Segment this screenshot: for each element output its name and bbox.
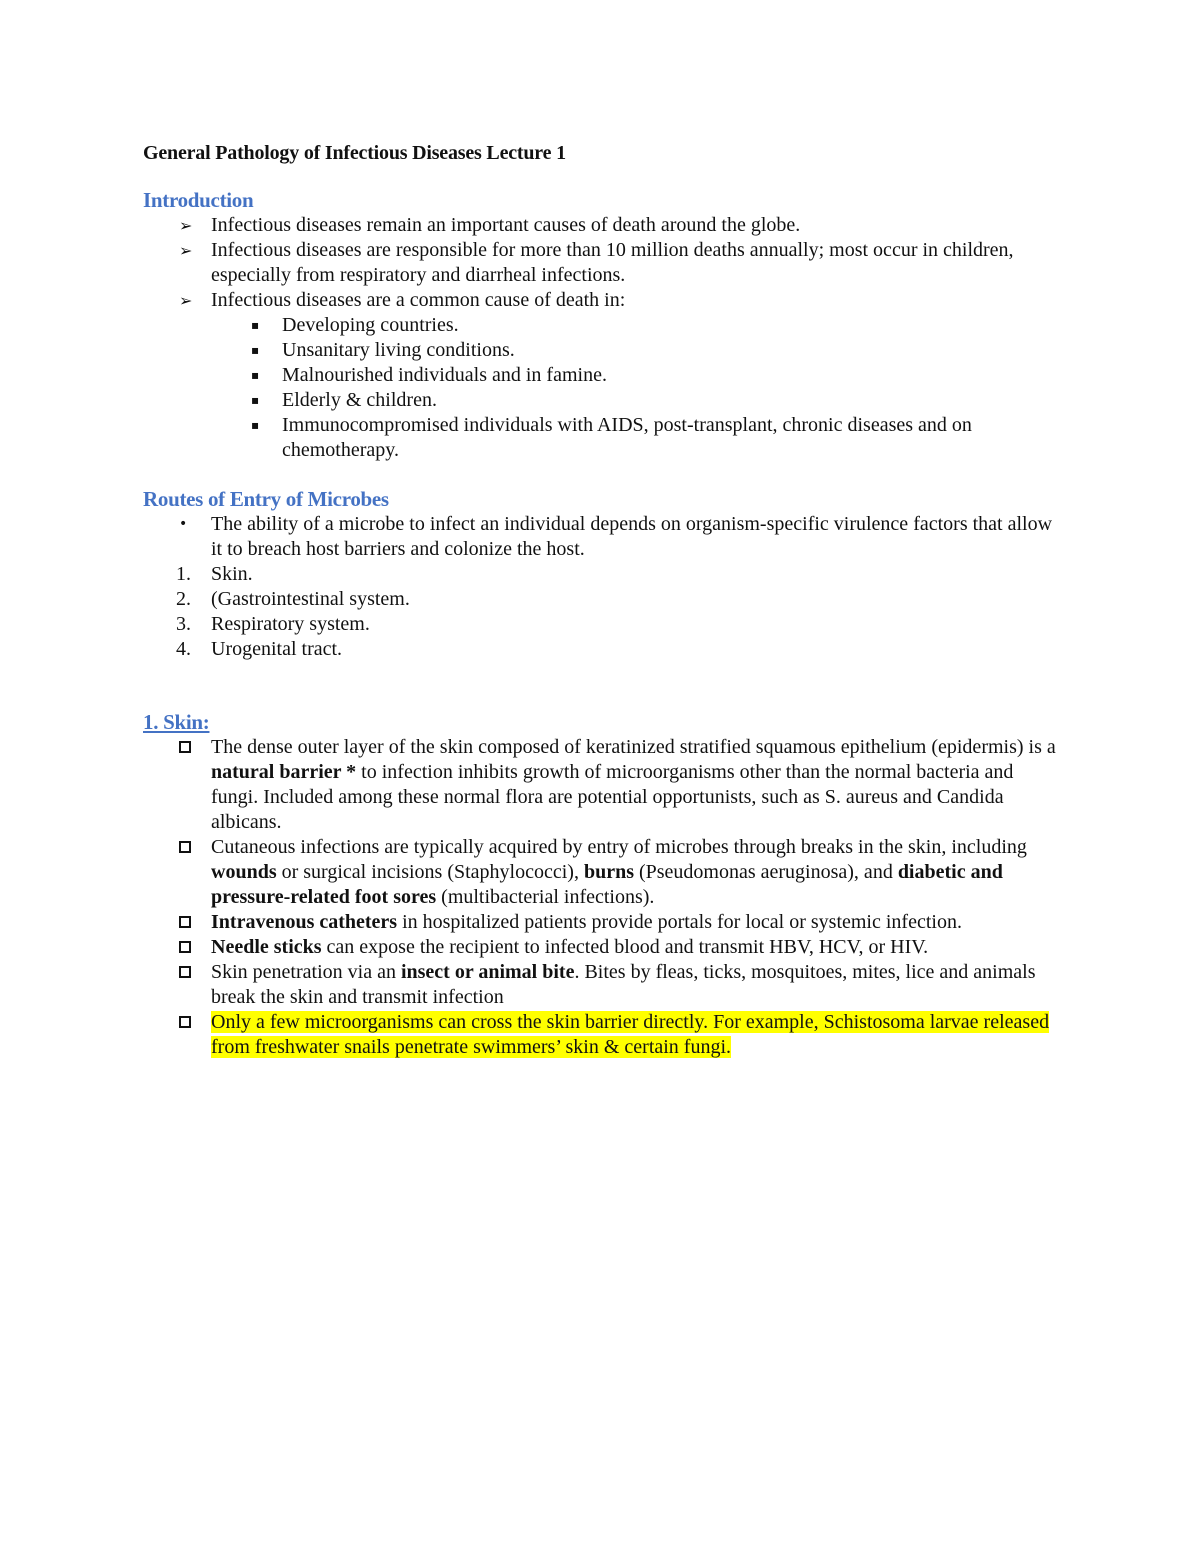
- list-item: ➢ Infectious diseases remain an important causes of death around the globe.: [143, 213, 1063, 238]
- square-bullet-icon: ▪: [251, 343, 260, 357]
- checkbox-bullet-icon: [179, 935, 205, 962]
- sub-list-item: ▪ Immunocompromised individuals with AIDS, post-transplant, chronic diseases and on chemotherapy.: [251, 414, 972, 461]
- heading-routes-of-entry: Routes of Entry of Microbes: [143, 487, 389, 511]
- document-content: [143, 141, 1063, 1060]
- list-item: The dense outer layer of the skin composed of keratinized stratified squamous epithelium (epidermis) is a natural barrier * to infection inhibits growth of microorganisms other than the normal bacteria and fungi. Included among these normal flora are potential opportunists, such as S. aureus and Candida albicans.: [143, 735, 1063, 835]
- square-bullet-icon: ▪: [251, 418, 260, 432]
- arrow-bullet-icon: ➢: [179, 216, 193, 235]
- arrow-bullet-icon: ➢: [179, 241, 193, 260]
- sub-list-item: ▪ Elderly & children.: [251, 389, 437, 411]
- document-title: General Pathology of Infectious Diseases Lecture 1: [143, 142, 566, 164]
- list-item: Intravenous catheters in hospitalized patients provide portals for local or systemic infection.: [143, 910, 1063, 935]
- checkbox-bullet-icon: [179, 910, 205, 937]
- checkbox-bullet-icon: [179, 835, 205, 862]
- sub-list-item: ▪ Malnourished individuals and in famine.: [251, 364, 607, 386]
- checkbox-bullet-icon: [179, 1010, 205, 1037]
- list-item: Cutaneous infections are typically acquired by entry of microbes through breaks in the skin, including wounds or surgical incisions (Staphylococci), burns (Pseudomonas aeruginosa), and diabetic and pressure-related foot sores (multibacterial infections).: [143, 835, 1063, 910]
- list-item: Needle sticks can expose the recipient to infected blood and transmit HBV, HCV, or HIV.: [143, 935, 1063, 960]
- list-item: ➢ Infectious diseases are responsible for more than 10 million deaths annually; most occur in children, especially from respiratory and diarrheal infections.: [179, 239, 1014, 286]
- numbered-item: 3. Respiratory system.: [176, 613, 370, 635]
- skin-list: [143, 735, 1063, 1060]
- numbered-item: 1. Skin.: [176, 563, 253, 585]
- list-item: ➢ Infectious diseases are a common cause of death in:: [143, 288, 1063, 313]
- introduction-list: [143, 213, 1063, 463]
- square-bullet-icon: ▪: [251, 318, 260, 332]
- dot-bullet-icon: •: [179, 516, 188, 532]
- list-item: Skin penetration via an insect or animal bite. Bites by fleas, ticks, mosquitoes, mites, lice and animals break the skin and transmit infection: [143, 960, 1063, 1010]
- routes-list: [143, 512, 1063, 662]
- checkbox-bullet-icon: [179, 960, 205, 987]
- heading-skin: 1. Skin:: [143, 710, 210, 734]
- numbered-item: 2. (Gastrointestinal system.: [176, 588, 410, 610]
- arrow-bullet-icon: ➢: [179, 291, 193, 310]
- list-item: • The ability of a microbe to infect an individual depends on organism-specific virulence factors that allow it to breach host barriers and colonize the host.: [179, 513, 1053, 560]
- checkbox-bullet-icon: [179, 735, 205, 762]
- list-item-highlighted: [143, 1010, 1063, 1060]
- square-bullet-icon: ▪: [251, 368, 260, 382]
- sub-list-item: ▪ Unsanitary living conditions.: [251, 339, 515, 361]
- highlighted-text: Only a few microorganisms can cross the skin barrier directly. For example, Schistosoma larvae released from freshwater snails penetrate swimmers’ skin & certain fungi.: [211, 1011, 1050, 1058]
- numbered-item: 4. Urogenital tract.: [176, 638, 343, 660]
- sub-list-item: ▪ Developing countries.: [251, 314, 459, 336]
- square-bullet-icon: ▪: [251, 393, 260, 407]
- heading-introduction: Introduction: [143, 188, 254, 212]
